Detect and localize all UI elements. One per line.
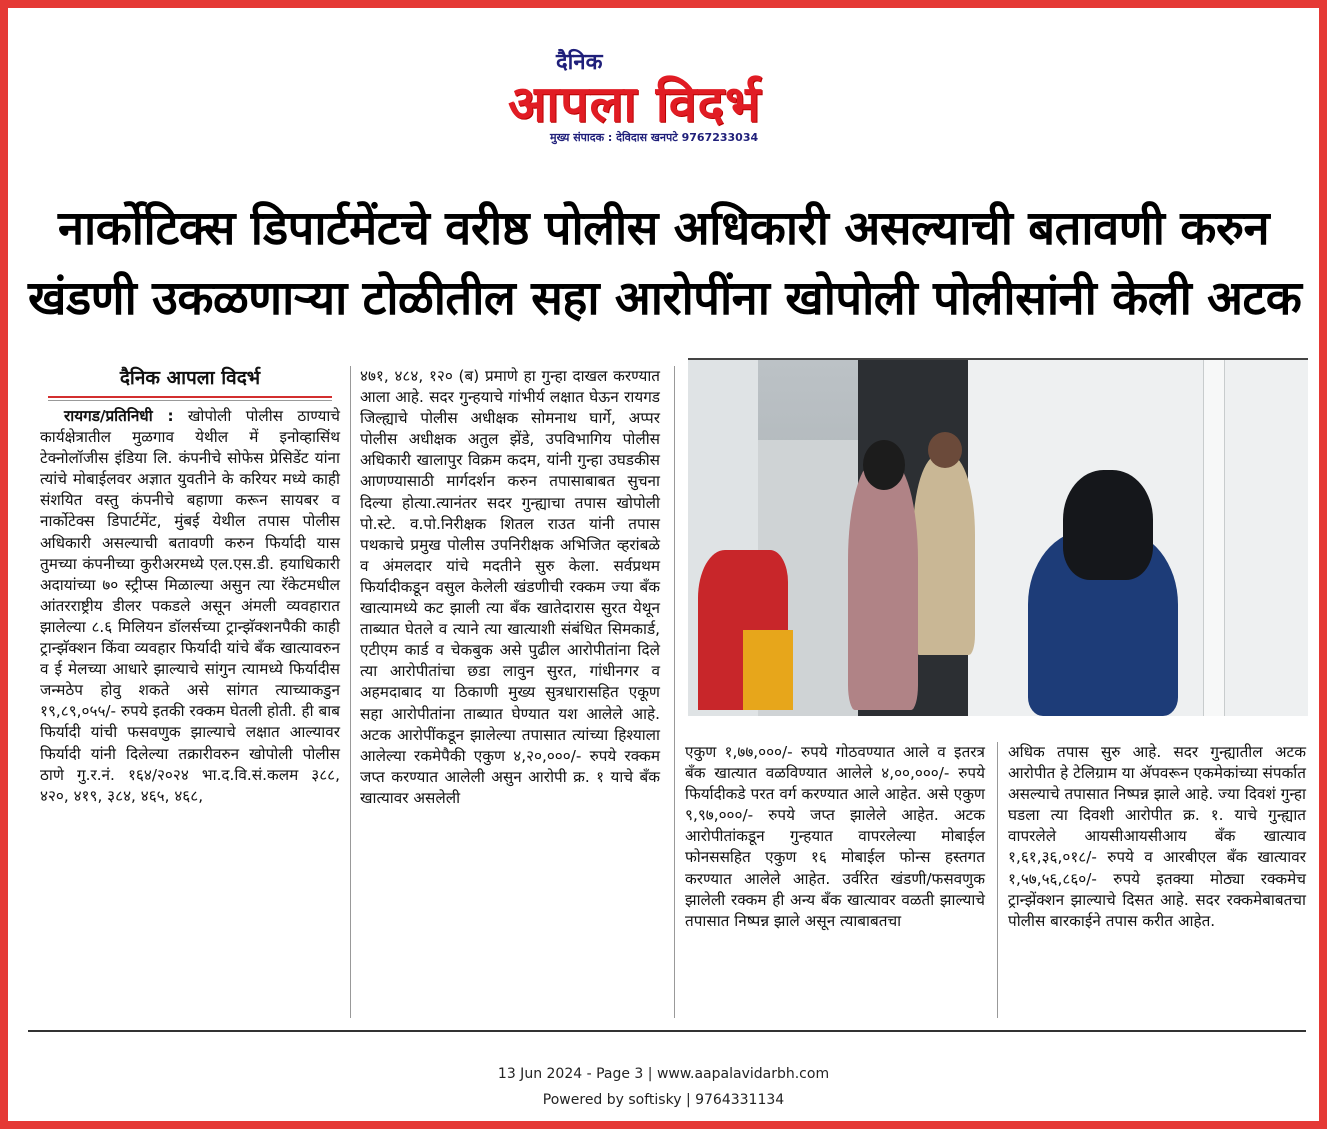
masthead-logo: आपला विदर्भ — [508, 75, 762, 133]
byline-rule — [48, 396, 332, 398]
masthead — [508, 38, 848, 153]
byline-rule-thin — [48, 400, 332, 401]
column-1-text: खोपोली पोलीस ठाण्याचे कार्यक्षेत्रातील मुळगाव येथील में इनोव्हासिंथ टेक्नोलॉजीस इंडिया लि. कंपनीचे सोफेस प्रेसिडेंट यांना त्यांचे मोबाईलवर अज्ञात युवतीने के करियर मध्ये काही संशयित वस्तु कंपनीचे बहाणा करून सायबर व नार्कोटेक्स डिपार्टमेंट, मुंबई येथील तपास पोलीस अधिकारी असल्याची बतावणी करुन फिर्यादी यास तुमच्या कंपनीच्या कुरीअरमध्ये एल.एस.डी. हयाधिकारी अदायांच्या ७० स्ट्रीप्स मिळाल्या असुन त्या रॅकेटमधील आंतरराष्ट्रीय डीलर पकडले असून अंमली व्यवहारात झालेल्या ८.६ मिलियन डॉलर्सच्या ट्रान्झॅक्शनपैकी काही ट्रान्झॅक्शन किंवा व्यवहार फिर्यादी यांचे बँक खात्यावरुन व ई मेलच्या आधारे झाल्याचे सांगुन त्यामध्ये फिर्यादीस जन्मठेप होवु शकते असे सांगत त्याच्याकडुन १९,८९,०५५/- रुपये इतकी रक्कम घेतली होती. ही बाब फिर्यादी यांची फसवणुक झाल्याचे लक्षात आल्यावर फिर्यादी यांनी दिलेल्या तक्रारीवरुन खोपोली पोलीस ठाणे गु.र.नं. १६४/२०२४ भा.द.वि.सं.कलम ३८८, ४२०, ४१९, ३८४, ४६५, ४६८, — [40, 407, 341, 805]
article-column-4 — [1008, 742, 1306, 932]
column-2-text: ४७१, ४८४, १२० (ब) प्रमाणे हा गुन्हा दाखल करण्यात आला आहे. सदर गुन्हयाचे गांभीर्य लक्षात घेऊन रायगड जिल्ह्याचे पोलीस अधीक्षक सोमनाथ घार्गे, अप्पर पोलीस अधीक्षक अतुल झेंडे, उपविभागिय पोलीस अधिकारी खालापुर विक्रम कदम, यांनी गुन्हा उघडकीस आणण्यासाठी मार्गदर्शन करुन तपासाबाबत सुचना दिल्या होत्या.त्यानंतर सदर गुन्ह्याचा तपास खोपोली पो.स्टे. व.पो.निरीक्षक शितल राउत यांनी तपास पथकाचे प्रमुख पोलीस उपनिरीक्षक अभिजित व्हरांबळे व अंमलदार यांचे मदतीने सुरु केला. सर्वप्रथम फिर्यादीकडून वसुल केलेली खंडणीची रक्कम ज्या बँक खात्यामध्ये कट झाली त्या बँक खातेदारास सुरत येथून ताब्यात घेतले व त्याने त्या खात्याशी संबंधित सिमकार्ड, एटीएम कार्ड व चेकबुक असे पुढील आरोपीतांना दिले त्या आरोपीतांचा छडा लावुन सुरत, गांधीनगर व अहमदाबाद या ठिकाणी मुख्य सुत्रधारासहित एकूण सहा आरोपीतांना ताब्यात घेण्यात यश आलेले आहे. अटक आरोपींकडून झालेल्या तपासात त्यांच्या हिश्याला आलेल्या रकमेपैकी एकुण ४,२०,०००/- रुपये रक्कम जप्त करण्यात आलेली असुन आरोपी क्र. १ याचे बँक खात्यावर असलेली — [360, 367, 660, 807]
article-column-3 — [685, 742, 985, 932]
column-divider — [674, 366, 675, 1018]
newspaper-page — [8, 8, 1319, 1121]
column-divider — [997, 742, 998, 1018]
column-divider — [350, 366, 351, 1018]
footer-date-page: 13 Jun 2024 - Page 3 | www.aapalavidarbh.com — [497, 1066, 830, 1082]
headline-line-1: नार्कोटिक्स डिपार्टमेंटचे वरीष्ठ पोलीस अधिकारी असल्याची बतावणी करुन — [57, 201, 1270, 256]
masthead-daily: दैनिक — [556, 50, 603, 75]
column-3-text: एकुण १,७७,०००/- रुपये गोठवण्यात आले व इतरत्र बँक खात्यात वळविण्यात आलेले ४,००,०००/- रुपये फिर्यादीकडे परत वर्ग करण्यात आले आहेत. असे एकुण ९,९७,०००/- रुपये जप्त झालेले आहेत. अटक आरोपीतांकडून गुन्हयात वापरलेल्या मोबाईल फोनससहित एकुण १६ मोबाईल फोन्स हस्तगत करण्यात आलेले आहेत. उर्वरित खंडणी/फसवणुक झालेली रक्कम ही अन्य बँक खात्यावर वळती झाल्याचे तपासात निष्पन्न झाले असून त्याबाबतचा — [685, 743, 985, 930]
column-4-text: अधिक तपास सुरु आहे. सदर गुन्ह्यातील अटक आरोपीत हे टेलिग्राम या अ‍ॅपवरून एकमेकांच्या संपर्कात असल्याचे तपासात निष्पन्न झाले आहे. ज्या दिवशं गुन्हा घडला त्या दिवशी आरोपीत क्र. १. याचे गुन्ह्यात वापरलेले आयसीआयसीआय बँक खात्याव १,६१,३६,०१८/- रुपये व आरबीएल बँक खात्यावर १,५७,५६,८६०/- रुपये इतक्या मोठ्या रक्कमेच ट्रान्झेंक्शन झाल्याचे दिसत आहे. सदर रक्कमेबाबतचा पोलीस बारकाईने तपास करीत आहेत. — [1008, 743, 1306, 930]
news-photo — [688, 358, 1308, 716]
article-column-1 — [40, 406, 340, 807]
headline — [28, 194, 1302, 334]
headline-line-2: खंडणी उकळणाऱ्या टोळीतील सहा आरोपींना खोपोली पोलीसांनी केली अटक — [28, 271, 1302, 326]
masthead-editor: मुख्य संपादक : देविदास खनपटे 9767233034 — [550, 131, 759, 144]
footer-credit: Powered by softisky | 9764331134 — [542, 1092, 785, 1108]
footer-rule — [28, 1030, 1306, 1032]
byline: दैनिक आपला विदर्भ — [119, 367, 261, 389]
article-column-2 — [360, 366, 660, 809]
dateline: रायगड/प्रतिनिधी : — [64, 407, 174, 425]
